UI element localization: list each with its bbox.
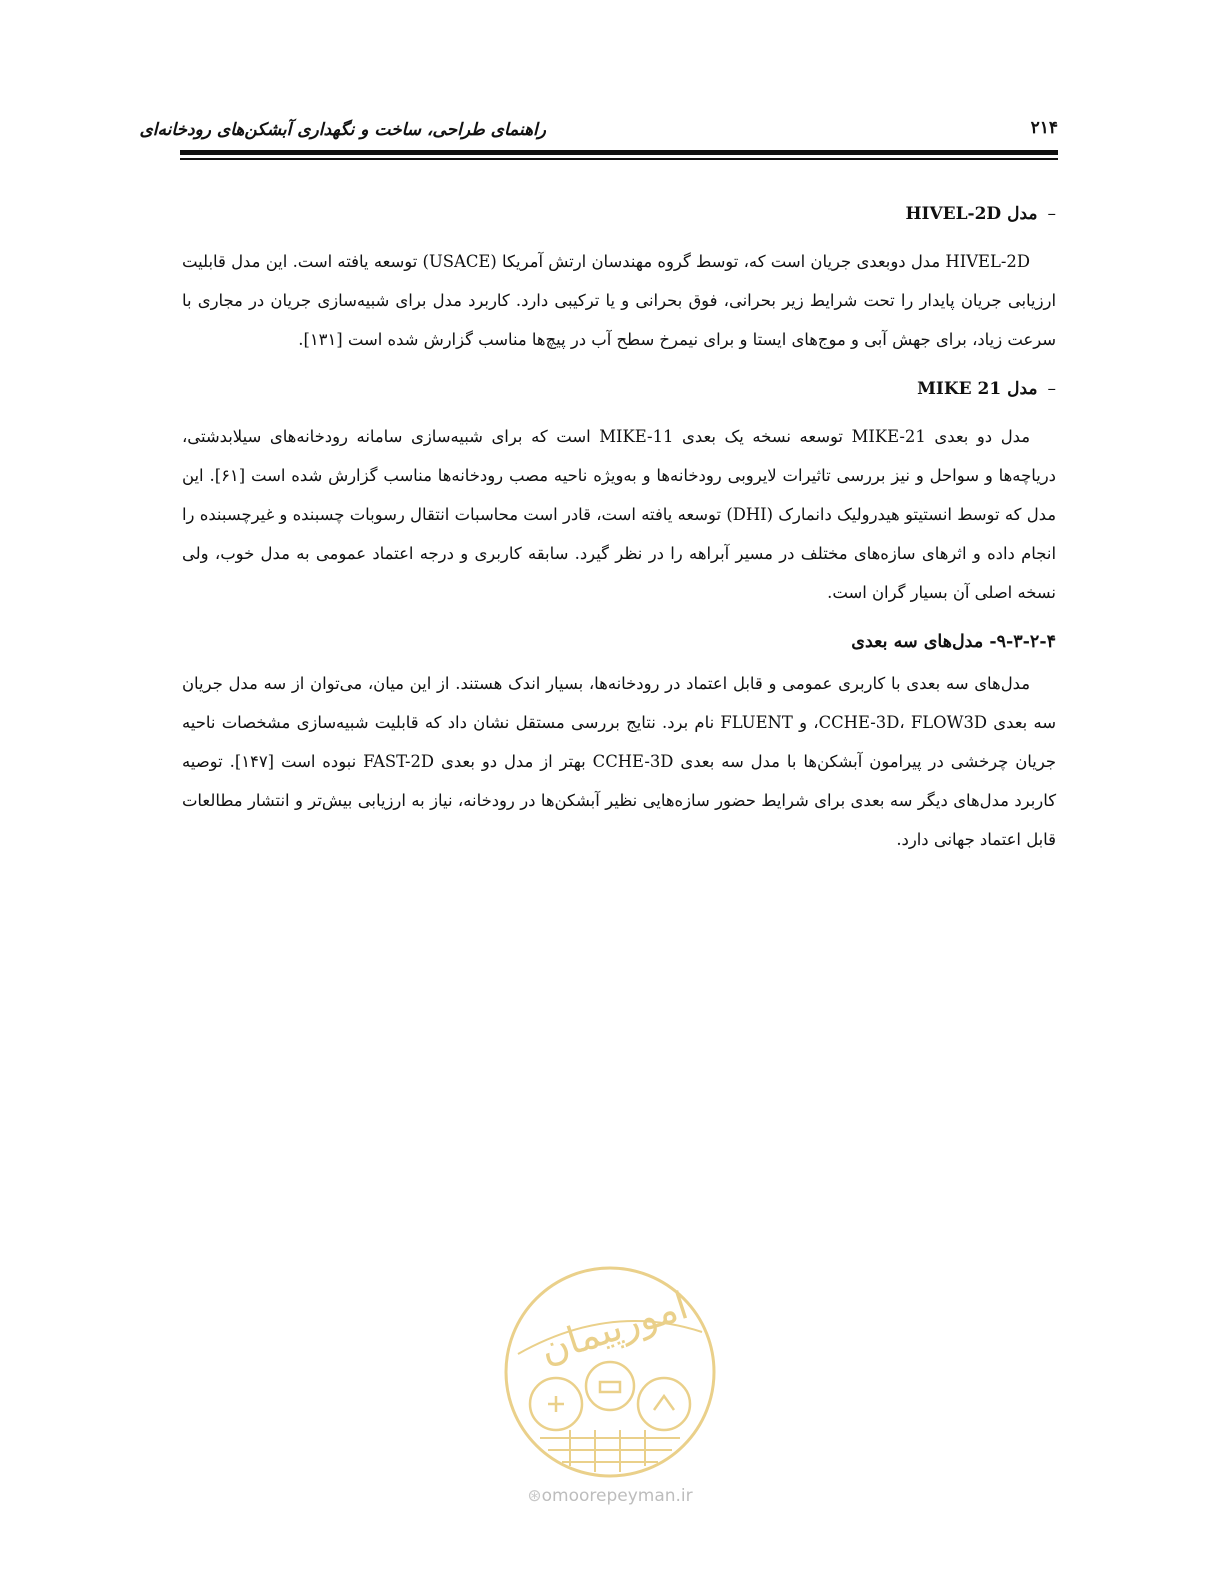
watermark-logo-text: امورپیمان [534, 1283, 694, 1373]
section-heading-3d-models: ۹-۳-۲-۴- مدل‌های سه بعدی [851, 632, 1056, 652]
subheading-dash: – [1047, 204, 1056, 224]
subheading-mike21-text: مدل MIKE 21 [917, 379, 1038, 399]
header-rule-thick [180, 150, 1058, 155]
paragraph-hivel: HIVEL-2D مدل دوبعدی جریان است که، توسط گروه مهندسان ارتش آمریکا (USACE) توسعه یافته است. این مدل قابلیت ارزیابی جریان پایدار را تحت شرایط زیر بحرانی، فوق بحرانی و یا ترکیبی دارد. کاربرد مدل برای شبیه‌سازی جریان در مجاری با سرعت زیاد، برای جهش آبی و موج‌های ایستا و برای نیمرخ سطح آب در پیچ‌ها مناسب گزارش شده است [۱۳۱]. [182, 252, 1056, 349]
subheading-mike21 [182, 379, 1056, 399]
page-body [182, 196, 1056, 879]
paragraph-mike21: مدل دو بعدی MIKE-21 توسعه نسخه یک بعدی MIKE-11 است که برای شبیه‌سازی سامانه رودخانه‌های سیلابدشتی، دریاچه‌ها و سواحل و نیز بررسی تاثیرات لایروبی رودخانه‌ها و به‌ویژه ناحیه مصب رودخانه‌ها مناسب گزارش شده است [۶۱]. این مدل که توسط انستیتو هیدرولیک دانمارک (DHI) توسعه یافته است، قادر است محاسبات انتقال رسوبات چسبنده و غیرچسبنده را انجام داده و اثرهای سازه‌های مختلف در مسیر آبراهه را در نظر گیرد. سابقه کاربری و درجه اعتماد عمومی به مدل خوب، ولی نسخه اصلی آن بسیار گران است. [182, 427, 1056, 602]
running-header [139, 112, 1058, 148]
running-header-title: راهنمای طراحی، ساخت و نگهداری آبشکن‌های رودخانه‌ای [139, 120, 546, 140]
subheading-dash: – [1047, 379, 1056, 399]
watermark-site [510, 1486, 710, 1506]
header-rule-thin [180, 158, 1058, 160]
paragraph-3d-models: مدل‌های سه بعدی با کاربری عمومی و قابل اعتماد در رودخانه‌ها، بسیار اندک هستند. از این میان، می‌توان از سه مدل جریان سه بعدی CCHE-3D، FLOW3D، و FLUENT نام برد. نتایج بررسی مستقل نشان داد که قابلیت شبیه‌سازی مشخصات ناحیه جریان چرخشی در پیرامون آبشکن‌ها با مدل سه بعدی CCHE-3D بهتر از مدل دو بعدی FAST-2D نبوده است [۱۴۷]. توصیه کاربرد مدل‌های دیگر سه بعدی برای شرایط حضور سازه‌هایی نظیر آبشکن‌ها در رودخانه، نیاز به ارزیابی بیش‌تر و انتشار مطالعات قابل اعتماد جهانی دارد. [182, 674, 1057, 849]
watermark-logo [500, 1262, 720, 1482]
subheading-hivel-text: مدل HIVEL-2D [905, 204, 1038, 224]
subheading-hivel [182, 204, 1056, 224]
page-number: ۲۱۴ [1030, 118, 1058, 138]
watermark-site-text: omoorepeyman.ir [541, 1486, 693, 1506]
at-icon: ⊛ [527, 1486, 542, 1506]
